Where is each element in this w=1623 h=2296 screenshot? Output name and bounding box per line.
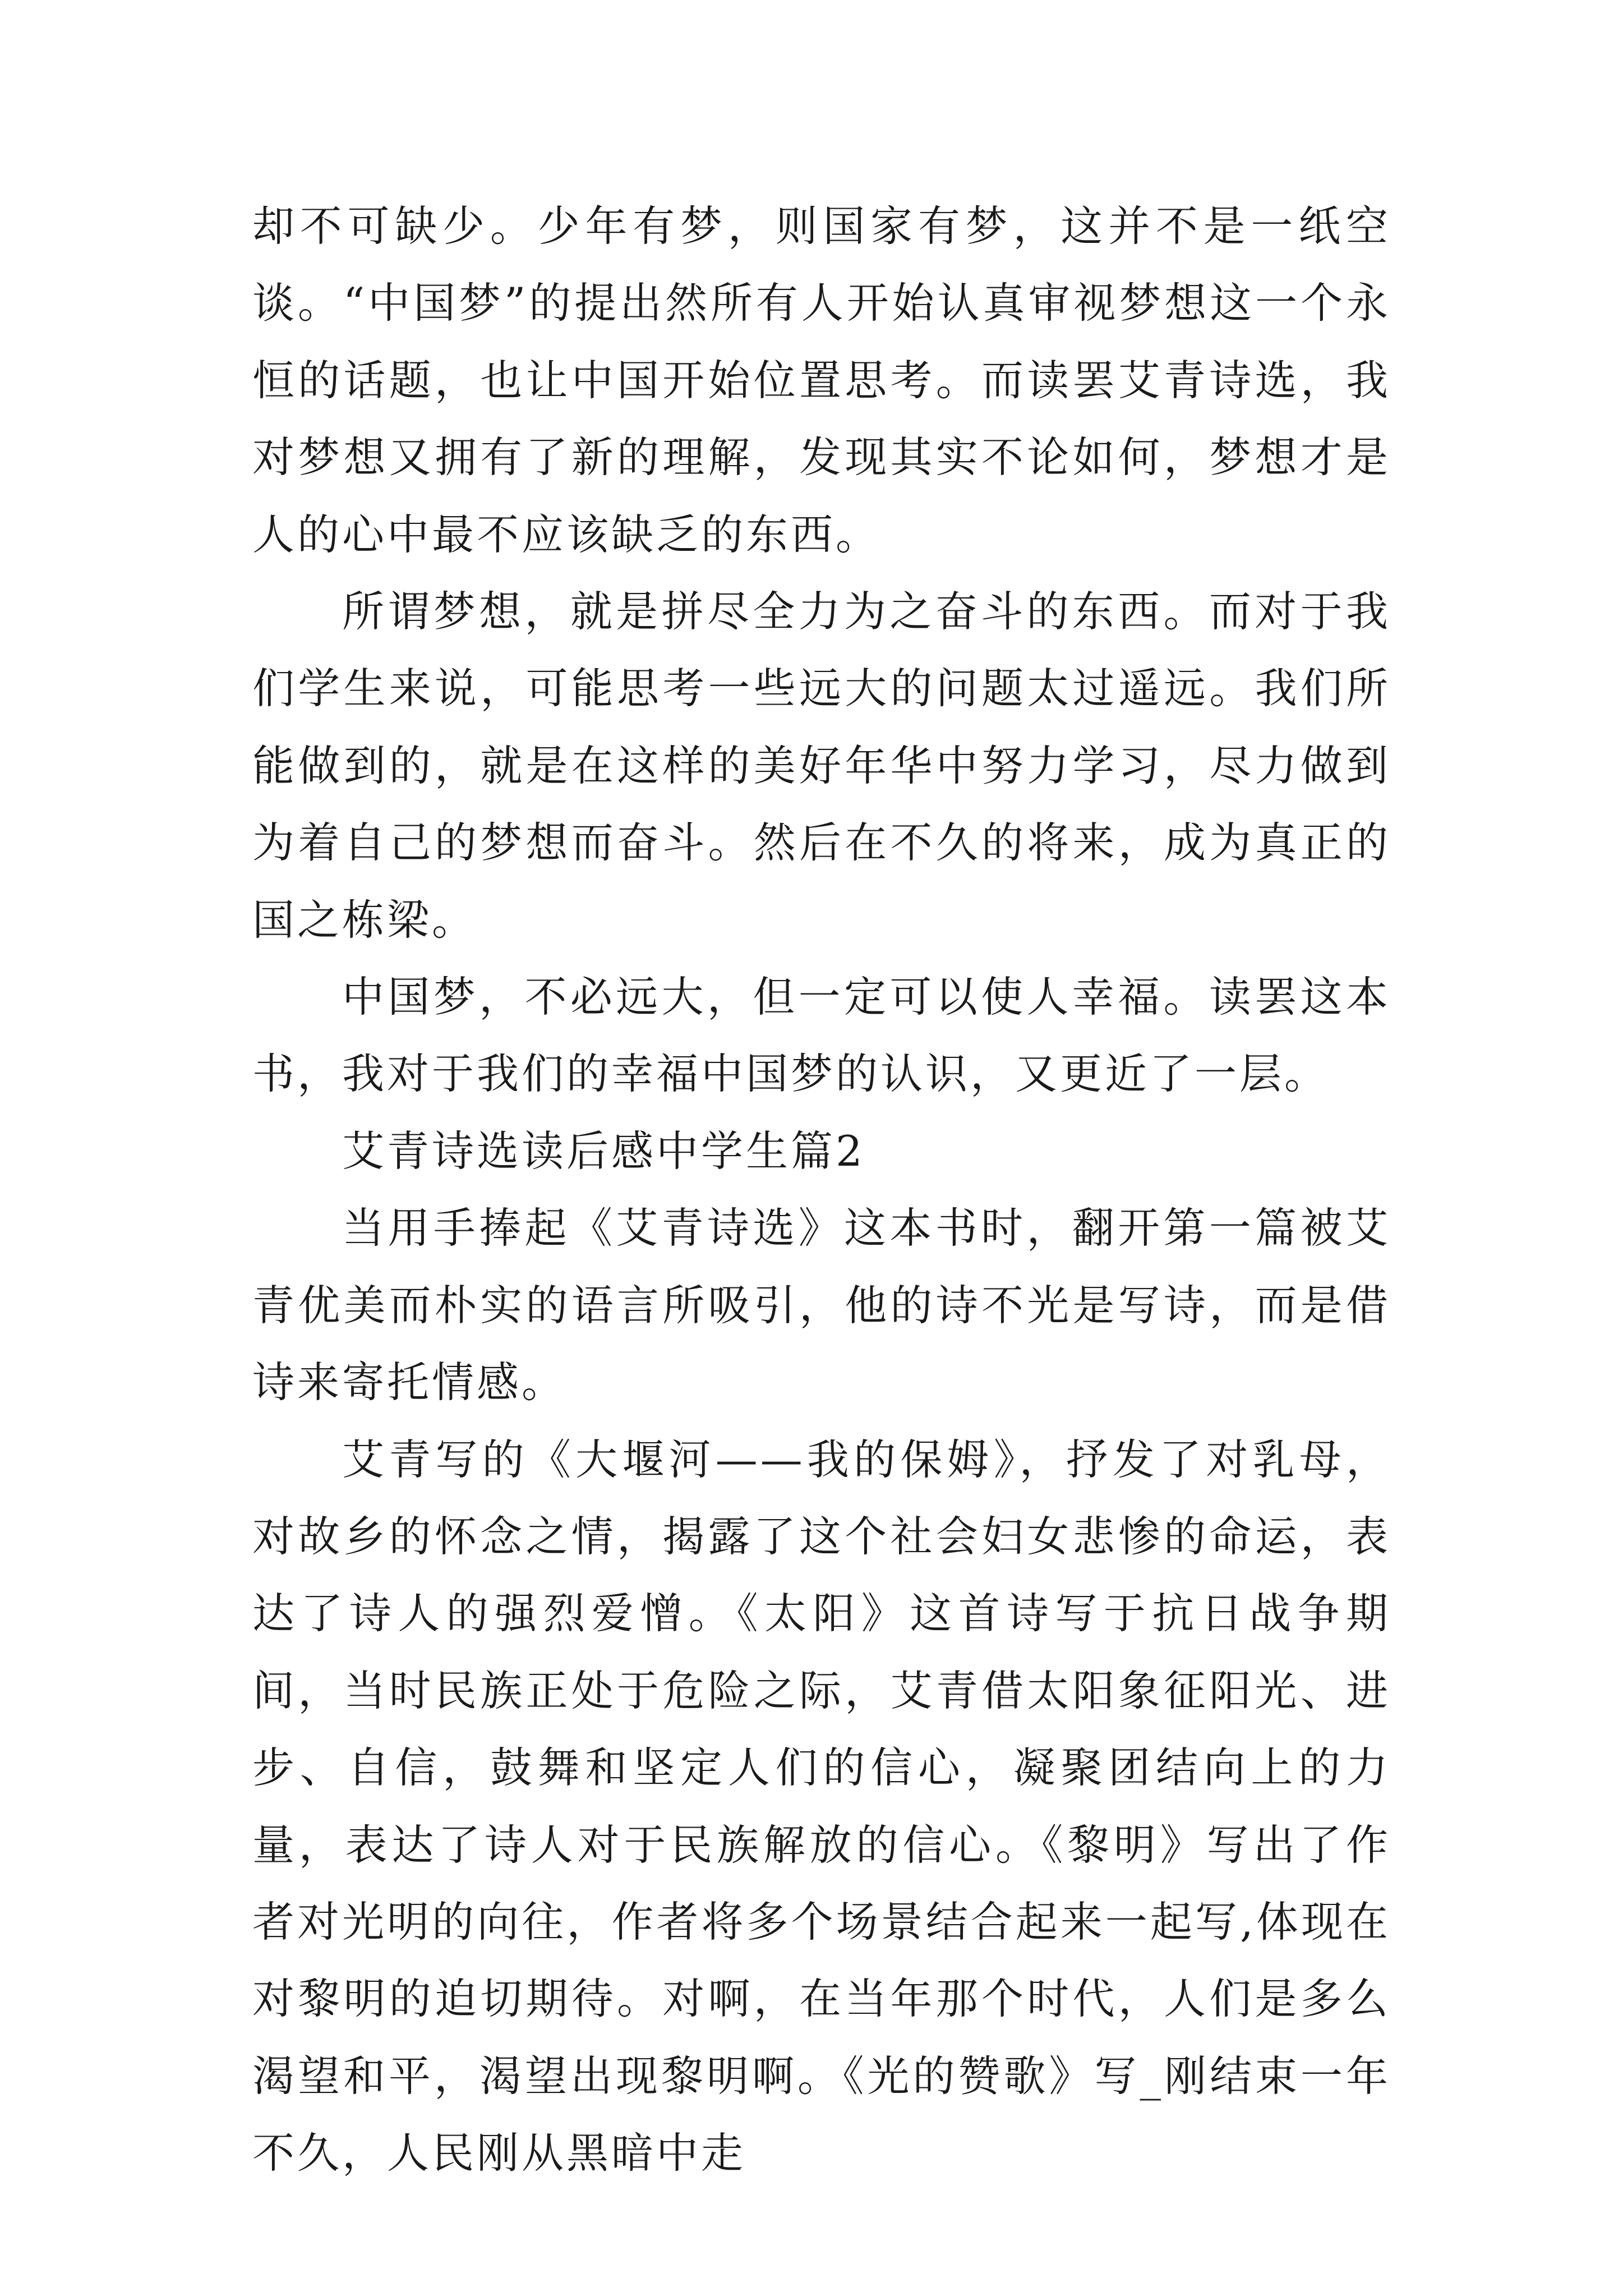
section-heading-part-2: 艾青诗选读后感中学生篇2 — [342, 1126, 865, 1176]
document-body — [252, 188, 1391, 2192]
paragraph-opening-book: 当用手捧起《艾青诗选》这本书时，翻开第一篇被艾青优美而朴实的语言所吸引，他的诗不光是写诗，而是借诗来寄托情感。 — [252, 1203, 1391, 1407]
paragraph-poems-analysis: 艾青写的《大堰河——我的保姆》，抒发了对乳母，对故乡的怀念之情，揭露了这个社会妇女悲惨的命运，表达了诗人的强烈爱憎。《太阳》这首诗写于抗日战争期间，当时民族正处于危险之际，艾青借太阳象征阳光、进步、自信，鼓舞和坚定人们的信心，凝聚团结向上的力量，表达了诗人对于民族解放的信心。《黎明》写出了作者对光明的向往，作者将多个场景结合起来一起写,体现在对黎明的迫切期待。对啊，在当年那个时代，人们是多么渴望和平，渴望出现黎明啊。《光的赞歌》写_刚结束一年不久，人民刚从黑暗中走 — [252, 1434, 1391, 2178]
paragraph-china-dream: 中国梦，不必远大，但一定可以使人幸福。读罢这本书，我对于我们的幸福中国梦的认识，又更近了一层。 — [252, 972, 1391, 1099]
paragraph-what-is-dream: 所谓梦想，就是拼尽全力为之奋斗的东西。而对于我们学生来说，可能思考一些远大的问题太过遥远。我们所能做到的，就是在这样的美好年华中努力学习，尽力做到为着自己的梦想而奋斗。然后在不久的将来，成为真正的国之栋梁。 — [252, 587, 1391, 945]
paragraph-dream-continuation: 却不可缺少。少年有梦，则国家有梦，这并不是一纸空谈。“中国梦”的提出然所有人开始认真审视梦想这一个永恒的话题，也让中国开始位置思考。而读罢艾青诗选，我对梦想又拥有了新的理解，发现其实不论如何，梦想才是人的心中最不应该缺乏的东西。 — [252, 201, 1391, 559]
